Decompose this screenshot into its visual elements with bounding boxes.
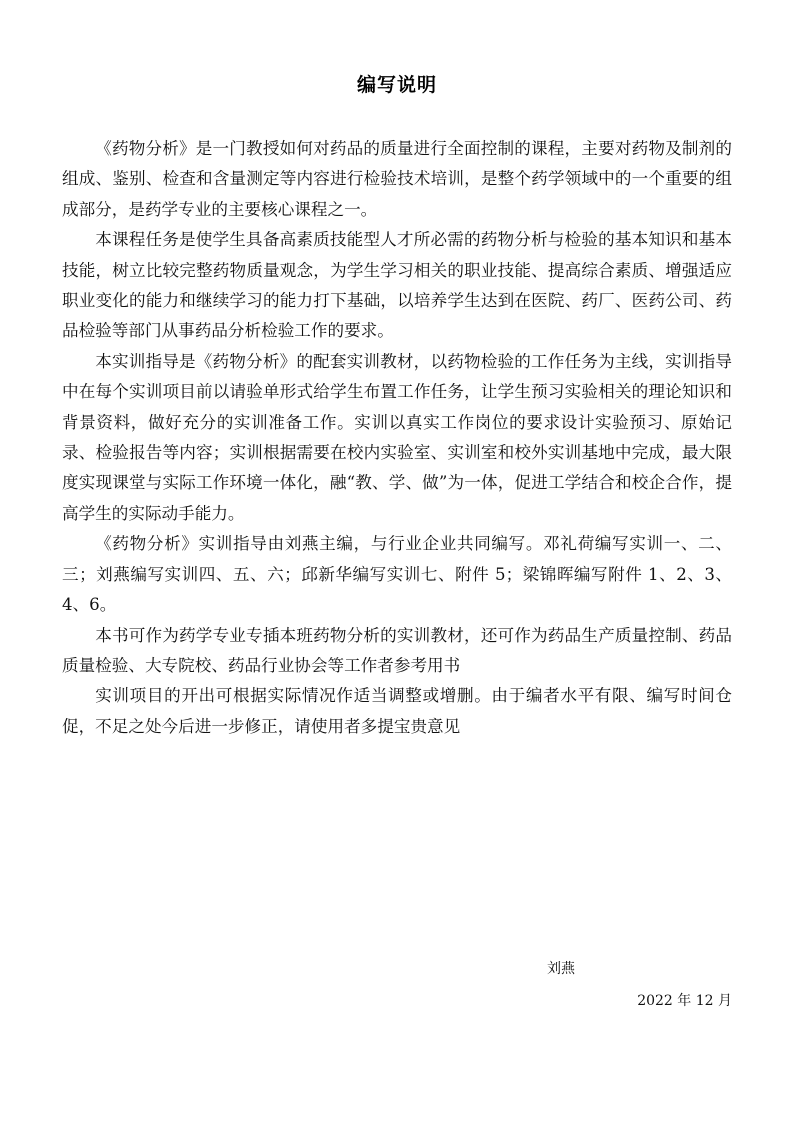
paragraph-closing: 实训项目的开出可根据实际情况作适当调整或增删。由于编者水平有限、编写时间仓促，不足之处今后进一步修正，请使用者多提宝贵意见	[62, 686, 732, 736]
paragraph-course-task: 本课程任务是使学生具备高素质技能型人才所必需的药物分析与检验的基本知识和基本技能，树立比较完整药物质量观念，为学生学习相关的职业技能、提高综合素质、增强适应职业变化的能力和继续学习的能力打下基础，以培养学生达到在医院、药厂、医药公司、药品检验等部门从事药品分析检验工作的要求。	[62, 230, 732, 341]
paragraph-usage: 本书可作为药学专业专插本班药物分析的实训教材，还可作为药品生产质量控制、药品质量检验、大专院校、药品行业协会等工作者参考用书	[62, 625, 732, 675]
document-body	[62, 134, 732, 742]
page-title: 编写说明	[356, 74, 437, 96]
signature-date: 2022 年 12 月	[637, 993, 732, 1009]
signature-author: 刘燕	[547, 961, 575, 977]
paragraph-course-intro: 《药物分析》是一门教授如何对药品的质量进行全面控制的课程，主要对药物及制剂的组成、鉴别、检查和含量测定等内容进行检验技术培训，是整个药学领域中的一个重要的组成部分，是药学专业的主要核心课程之一。	[62, 139, 732, 219]
paragraph-authors: 《药物分析》实训指导由刘燕主编，与行业企业共同编写。邓礼荷编写实训一、二、三；刘燕编写实训四、五、六；邱新华编写实训七、附件 5；梁锦晖编写附件 1、2、3、4、6。	[62, 534, 732, 615]
paragraph-training-guide: 本实训指导是《药物分析》的配套实训教材，以药物检验的工作任务为主线，实训指导中在每个实训项目前以请验单形式给学生布置工作任务，让学生预习实验相关的理论知识和背景资料，做好充分的实训准备工作。实训以真实工作岗位的要求设计实验预习、原始记录、检验报告等内容；实训根据需要在校内实验室、实训室和校外实训基地中完成，最大限度实现课堂与实际工作环境一体化，融“教、学、做”为一体，促进工学结合和校企合作，提高学生的实际动手能力。	[62, 351, 732, 523]
